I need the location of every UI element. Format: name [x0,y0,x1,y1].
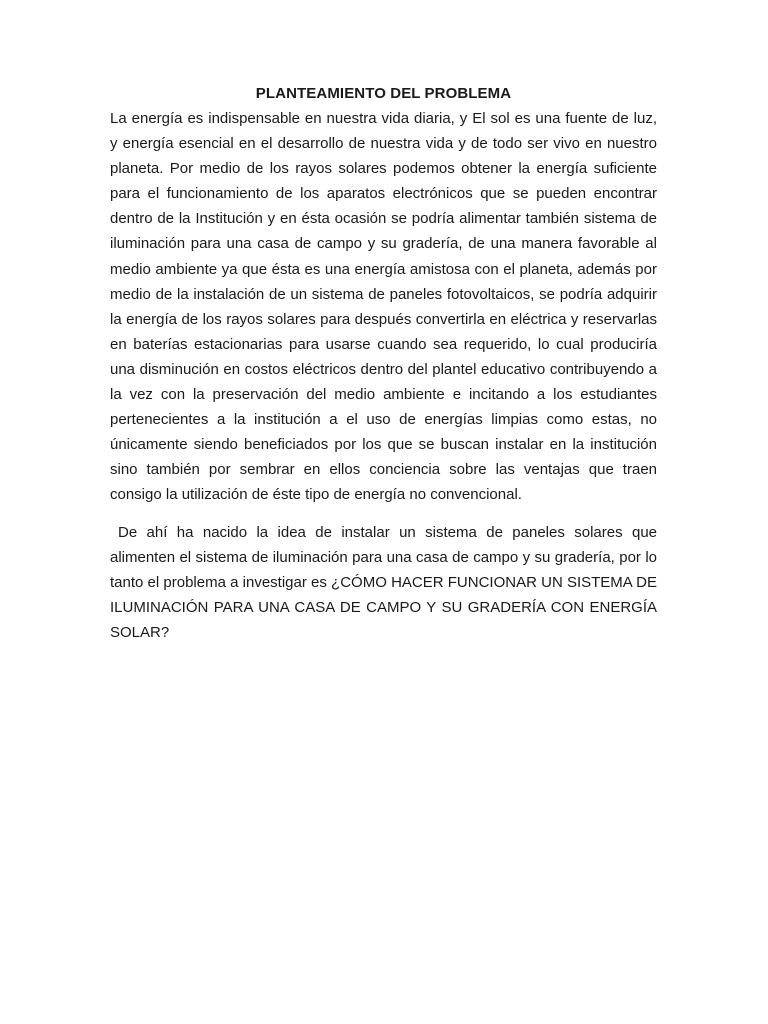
document-title: PLANTEAMIENTO DEL PROBLEMA [255,85,512,102]
paragraph-problem-question: De ahí ha nacido la idea de instalar un sistema de paneles solares que alimenten el sistema de iluminación para una casa de campo y su gradería, por lo tanto el problema a investigar es ¿CÓMO HACER FUNCIONAR UN SISTEMA DE ILUMINACIÓN PARA UNA CASA DE CAMPO Y SU GRADERÍA CON ENERGÍA SOLAR? [110,523,657,641]
document-body [110,84,657,645]
paragraph-intro: La energía es indispensable en nuestra vida diaria, y El sol es una fuente de luz, y energía esencial en el desarrollo de nuestra vida y de todo ser vivo en nuestro planeta. Por medio de los rayos solares podemos obtener la energía suficiente para el funcionamiento de los aparatos electrónicos que se pueden encontrar dentro de la Institución y en ésta ocasión se podría alimentar también sistema de iluminación para una casa de campo y su gradería, de una manera favorable al medio ambiente ya que ésta es una energía amistosa con el planeta, además por medio de la instalación de un sistema de paneles fotovoltaicos, se podría adquirir la energía de los rayos solares para después convertirla en eléctrica y reservarlas en baterías estacionarias para usarse cuando sea requerido, lo cual produciría una disminución en costos eléctricos dentro del plantel educativo contribuyendo a la vez con la preservación del medio ambiente e incitando a los estudiantes pertenecientes a la institución a el uso de energías limpias como estas, no únicamente siendo beneficiados por los que se buscan instalar en la institución sino también por sembrar en ellos conciencia sobre las ventajas que traen consigo la utilización de éste tipo de energía no convencional. [110,110,657,504]
